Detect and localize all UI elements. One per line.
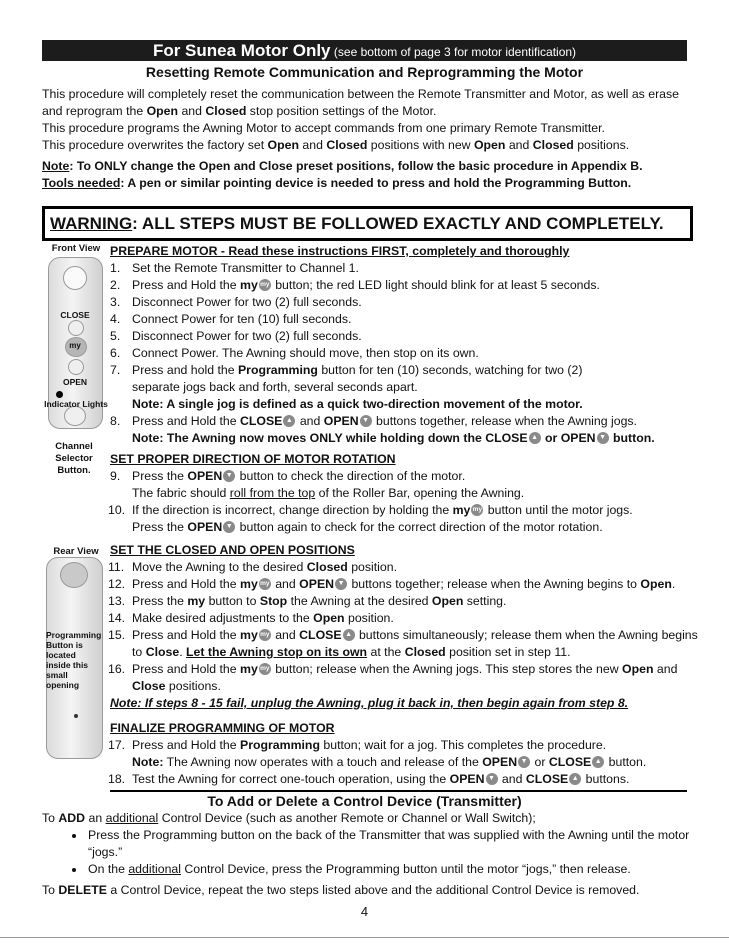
step-7: 7. Press and hold the Programming button for ten (10) seconds, watching for two (2) separate jogs back and forth, several seconds apart. [110,363,583,394]
step-13: 13. Press the my button to Stop the Awning at the desired Open setting. [108,594,507,608]
open-icon: ▼ [486,773,498,785]
step-17-note: Note: The Awning now operates with a touch and release of the OPEN ▼ or CLOSE ▲ button. [132,755,647,769]
page-title: For Sunea Motor Only [152,41,331,60]
add-bullet-1: • Press the Programming button on the back of the Transmitter that was supplied with the Awning until the motor “jogs.” [86,827,702,861]
my-icon: my [259,629,271,641]
finalize-section [110,720,710,788]
note-label: Note [42,159,70,173]
open-icon: ▼ [223,521,235,533]
step-4: 4. Connect Power for ten (10) full seconds. [110,312,352,326]
positions-section [110,542,710,712]
open-label: OPEN [62,377,88,387]
programming-button-label: Programming Button is located inside this small opening [46,630,102,690]
open-icon: ▼ [360,415,372,427]
note-line [42,158,692,175]
tools-label: Tools needed [42,176,121,190]
close-icon: ▲ [569,773,581,785]
step-2: 2. Press and Hold the my my button; the red LED light should blink for at least 5 seconds. [110,278,600,292]
close-icon: ▲ [529,432,541,444]
section-heading-direction: SET PROPER DIRECTION OF MOTOR ROTATION [110,452,396,466]
open-icon: ▼ [518,756,530,768]
delete-line: To DELETE a Control Device, repeat the two steps listed above and the additional Control Device is removed. [42,883,640,897]
my-icon: my [259,578,271,590]
step-5: 5. Disconnect Power for two (2) full seconds. [110,329,362,343]
bottom-rule [0,937,729,938]
step-11: 11. Move the Awning to the desired Closed position. [108,560,398,574]
open-icon: ▼ [597,432,609,444]
step-18: 18. Test the Awning for correct one-touch operation, using the OPEN ▼ and CLOSE ▲ buttons. [108,772,630,786]
indicator-light-icon [56,391,63,398]
intro-line-1: This procedure will completely reset the communication between the Remote Transmitter and Motor, as well as erase and reprogram the Open and Closed stop position settings of the Motor. [42,87,679,118]
title-banner [42,40,687,61]
step-10: 10. If the direction is incorrect, change direction by holding the my my button until the motor jogs. [108,503,633,517]
close-arrow-icon [68,320,84,336]
direction-section [110,451,710,536]
tools-text: : A pen or similar pointing device is needed to press and hold the Programming Button. [120,176,632,190]
step-7-note: Note: A single jog is defined as a quick two-direction movement of the motor. [132,397,583,411]
close-icon: ▲ [592,756,604,768]
my-icon: my [259,279,271,291]
open-icon: ▼ [335,578,347,590]
note-text: : To ONLY change the Open and Close preset positions, follow the basic procedure in Appendix B. [69,159,643,173]
step-14: 14. Make desired adjustments to the Open position. [108,611,394,625]
step-9: 9. Press the OPEN ▼ button to check the direction of the motor. [110,469,466,483]
close-icon: ▲ [343,629,355,641]
add-bullet-2: • On the additional Control Device, press the Programming button until the motor “jogs,” then release. [86,861,702,878]
section-heading-positions: SET THE CLOSED AND OPEN POSITIONS [110,543,355,557]
step-16: 16. Press and Hold the my my button; release when the Awning jogs. This step stores the new Open and Close positions. [108,662,678,693]
programming-opening-icon [74,714,78,718]
add-delete-title: To Add or Delete a Control Device (Transmitter) [207,793,522,809]
rear-top-circle [60,562,88,588]
open-icon: ▼ [223,470,235,482]
open-arrow-icon [68,359,84,375]
intro-line-3: This procedure overwrites the factory set Open and Closed positions with new Open and Closed positions. [42,138,630,152]
intro-block [42,86,692,192]
step-8-note: Note: The Awning now moves ONLY while holding down the CLOSE ▲ or OPEN ▼ button. [132,431,655,445]
step-15: 15. Press and Hold the my my and CLOSE ▲ buttons simultaneously; release them when the Awning begins to Close. Let the Awning stop on its own at the Closed position set in step 11. [108,628,698,659]
intro-line-2: This procedure programs the Awning Motor to accept commands from one primary Remote Transmitter. [42,121,605,135]
add-delete-block [42,810,702,899]
page-number: 4 [360,904,369,919]
warning-label: WARNING [50,214,133,233]
steps-fail-note: Note: If steps 8 - 15 fail, unplug the Awning, plug it back in, then begin again from step 8. [110,696,629,710]
step-8: 8. Press and Hold the CLOSE ▲ and OPEN ▼ buttons together, release when the Awning jogs. [110,414,637,428]
section-divider [110,790,687,792]
rear-view-label: Rear View [53,546,99,557]
add-steps-list [42,827,702,878]
page-subtitle: Resetting Remote Communication and Reprogramming the Motor [145,64,584,80]
section-heading-prepare: PREPARE MOTOR - Read these instructions FIRST, completely and thoroughly [110,244,570,258]
step-17: 17. Press and Hold the Programming button; wait for a jog. This completes the procedure. [108,738,607,752]
step-3: 3. Disconnect Power for two (2) full seconds. [110,295,362,309]
indicator-lights-label: Indicator Lights [44,399,108,409]
my-icon: my [471,504,483,516]
title-note: (see bottom of page 3 for motor identification) [333,45,577,59]
step-10-line-2: Press the OPEN ▼ button again to check for the correct direction of the motor rotation. [132,520,603,534]
close-icon: ▲ [283,415,295,427]
close-label: CLOSE [60,310,90,320]
warning-box [42,206,693,241]
my-label: my [69,341,81,350]
my-icon: my [259,663,271,675]
section-heading-finalize: FINALIZE PROGRAMMING OF MOTOR [110,721,335,735]
step-12: 12. Press and Hold the my my and OPEN ▼ buttons together; release when the Awning begins to Open. [108,577,676,591]
channel-selector-label: Channel Selector Button. [55,441,93,476]
step-1: 1. Set the Remote Transmitter to Channel 1. [110,261,359,275]
channel-selector-icon [64,406,86,426]
tools-line [42,175,692,192]
step-9-line-2: The fabric should roll from the top of the Roller Bar, opening the Awning. [132,486,525,500]
front-view-label: Front View [51,243,101,254]
warning-text: : ALL STEPS MUST BE FOLLOWED EXACTLY AND COMPLETELY. [132,214,664,233]
add-line: To ADD an additional Control Device (such as another Remote or Channel or Wall Switch); [42,811,536,825]
step-6: 6. Connect Power. The Awning should move, then stop on its own. [110,346,479,360]
remote-top-circle [63,266,87,290]
prepare-section [110,243,710,447]
